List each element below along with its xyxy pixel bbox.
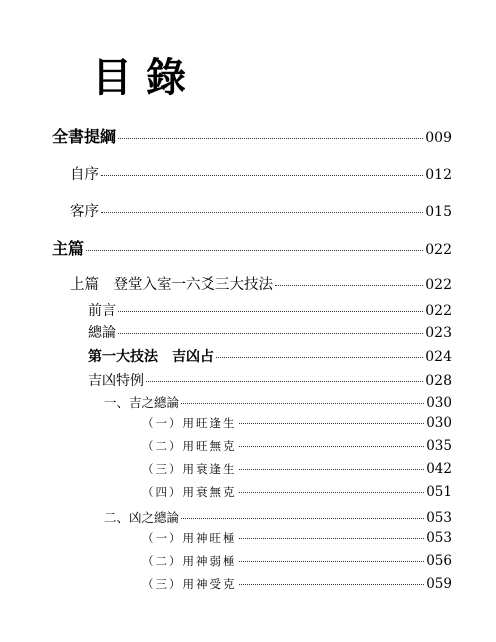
toc-entry-label: 客序 [70, 204, 99, 220]
toc-entry[interactable] [104, 508, 452, 526]
toc-leader-dots [118, 333, 423, 334]
toc-entry-label: （四）用衰無克 [142, 485, 237, 499]
toc-entry-page: 028 [425, 373, 452, 389]
toc-entry[interactable] [142, 461, 452, 477]
toc-entry-page: 022 [425, 303, 452, 319]
toc-leader-dots [181, 518, 424, 519]
toc-leader-dots [101, 212, 423, 213]
toc-entry[interactable] [142, 484, 452, 500]
toc-leader-dots [239, 561, 425, 562]
toc-leader-dots [239, 423, 425, 424]
toc-entry-label: （一）用旺逢生 [142, 416, 237, 430]
toc-entry-label: 第一大技法 吉凶占 [88, 349, 214, 365]
toc-entry[interactable] [142, 576, 452, 592]
toc-leader-dots [239, 469, 425, 470]
toc-entry[interactable] [88, 300, 452, 320]
toc-leader-dots [275, 285, 423, 286]
toc-entry-label: 吉凶特例 [88, 373, 144, 389]
toc-leader-dots [118, 311, 423, 312]
toc-entry[interactable] [142, 415, 452, 431]
toc-entry[interactable] [70, 273, 452, 294]
toc-leader-dots [239, 584, 425, 585]
toc-entry-label: 一、吉之總論 [104, 395, 180, 410]
toc-entry-page: 015 [425, 204, 452, 220]
toc-entry[interactable] [70, 200, 452, 221]
toc-leader-dots [239, 492, 425, 493]
toc-entry-page: 022 [425, 277, 452, 293]
toc-leader-dots [239, 446, 425, 447]
toc-leader-dots [181, 403, 424, 404]
toc-entry-label: 自序 [70, 167, 99, 183]
toc-entry-page: 012 [425, 167, 452, 183]
toc-entry-label: （三）用衰逢生 [142, 462, 237, 476]
toc-entry-page: 022 [425, 242, 452, 258]
toc-entry[interactable] [88, 346, 452, 366]
toc-entry-label: （一）用神旺極 [142, 531, 237, 545]
toc-entry[interactable] [104, 393, 452, 411]
toc-entry-page: 059 [426, 576, 452, 592]
toc-leader-dots [86, 250, 423, 251]
toc-entry-page: 035 [426, 438, 452, 454]
toc-entry-page: 056 [426, 553, 452, 569]
toc-entry-page: 051 [426, 484, 452, 500]
toc-entry[interactable] [142, 438, 452, 454]
toc-leader-dots [146, 381, 423, 382]
toc-entry-page: 053 [426, 510, 452, 526]
toc-leader-dots [118, 138, 423, 139]
toc-entry-label: （二）用旺無克 [142, 439, 237, 453]
toc-leader-dots [216, 357, 423, 358]
toc-entry-label: 總論 [88, 325, 116, 341]
toc-entry-page: 030 [426, 395, 452, 411]
toc-entry[interactable] [142, 530, 452, 546]
toc-entry-label: 二、凶之總論 [104, 510, 180, 525]
toc-leader-dots [239, 538, 425, 539]
toc-entry-label: 主篇 [52, 239, 85, 258]
toc-entry-label: （三）用神受克 [142, 577, 237, 591]
toc-entry[interactable] [52, 236, 452, 259]
toc-entry[interactable] [142, 553, 452, 569]
toc-entry-page: 024 [425, 349, 452, 365]
toc-entry[interactable] [88, 322, 452, 342]
toc-entry-label: （二）用神弱極 [142, 554, 237, 568]
toc-entry-label: 上篇 登堂入室一六爻三大技法 [70, 277, 273, 293]
toc-entry-page: 009 [425, 130, 452, 146]
page-title: 目錄 [92, 55, 200, 101]
toc-entry[interactable] [52, 124, 452, 147]
toc-entry-page: 023 [425, 325, 452, 341]
toc-entry-page: 042 [426, 461, 452, 477]
toc-entry-label: 前言 [88, 303, 116, 319]
toc-entry[interactable] [70, 163, 452, 184]
toc-entry-page: 053 [426, 530, 452, 546]
toc-entry-page: 030 [426, 415, 452, 431]
toc-entry[interactable] [88, 370, 452, 390]
toc-leader-dots [101, 175, 423, 176]
toc-entry-label: 全書提綱 [52, 127, 117, 146]
